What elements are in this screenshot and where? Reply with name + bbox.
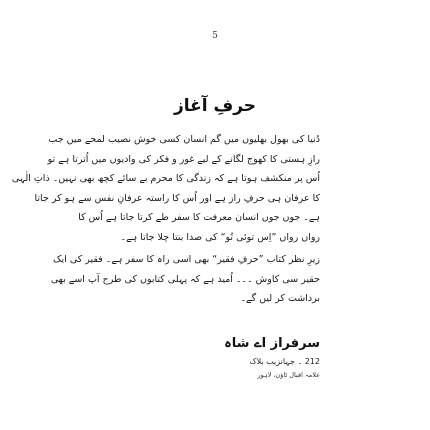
text-line: رازِ ہستی کا کھوج لگانے کے لیے غور و فکر کی وادیوں میں اُترتا ہے تو	[47, 153, 320, 165]
page-number: 5	[212, 31, 218, 41]
text-line: اُس پر منکشف ہوتا ہے کہ زندگی کا محرم بے سائے کچھ بھی نہیں۔ ذاتِ الٰہی	[11, 173, 320, 184]
paragraph-intro	[11, 130, 320, 247]
text-line: زیرِ نظر کتاب ”حرفِ فقیر“ بھی اسی راہ کا سفر ہے۔ فقیر کی ایک	[53, 254, 320, 265]
text-line: برداشت کر لیں گے۔	[240, 293, 320, 304]
author-address: 212 ۔ جہانزیب بلاک	[249, 357, 320, 366]
author-name: سرفراز اے شاہ	[224, 336, 320, 351]
author-signature-block	[110, 334, 320, 382]
text-line: دُنیا کی بھول بھلیوں میں گم انسان کسی خوش نصیب لمحے میں جب	[48, 134, 320, 145]
chapter-heading: حرفِ آغاز	[173, 96, 257, 116]
text-line: حقیر سی کاوش ۔۔۔ اُمید ہے کہ پہلی کتابوں کی طرح آپ اسے بھی	[50, 273, 320, 285]
paragraph-book-note	[50, 250, 320, 309]
text-line: ہے۔ جوں جوں انسان معرفت کا سفر طے کرتا جاتا ہے اُس کا	[78, 212, 320, 223]
author-city: علامہ اقبال ٹاؤن، لاہور	[257, 371, 320, 379]
text-line: کا عرفان ہی حرفِ راز ہے اور اُس کا راستہ عرفانِ نفس سے ہو کر جاتا	[34, 192, 320, 204]
text-line: رواں رواں ”اِس توئی تُو“ کی صدا بنتا چلا جاتا ہے۔	[120, 231, 320, 243]
